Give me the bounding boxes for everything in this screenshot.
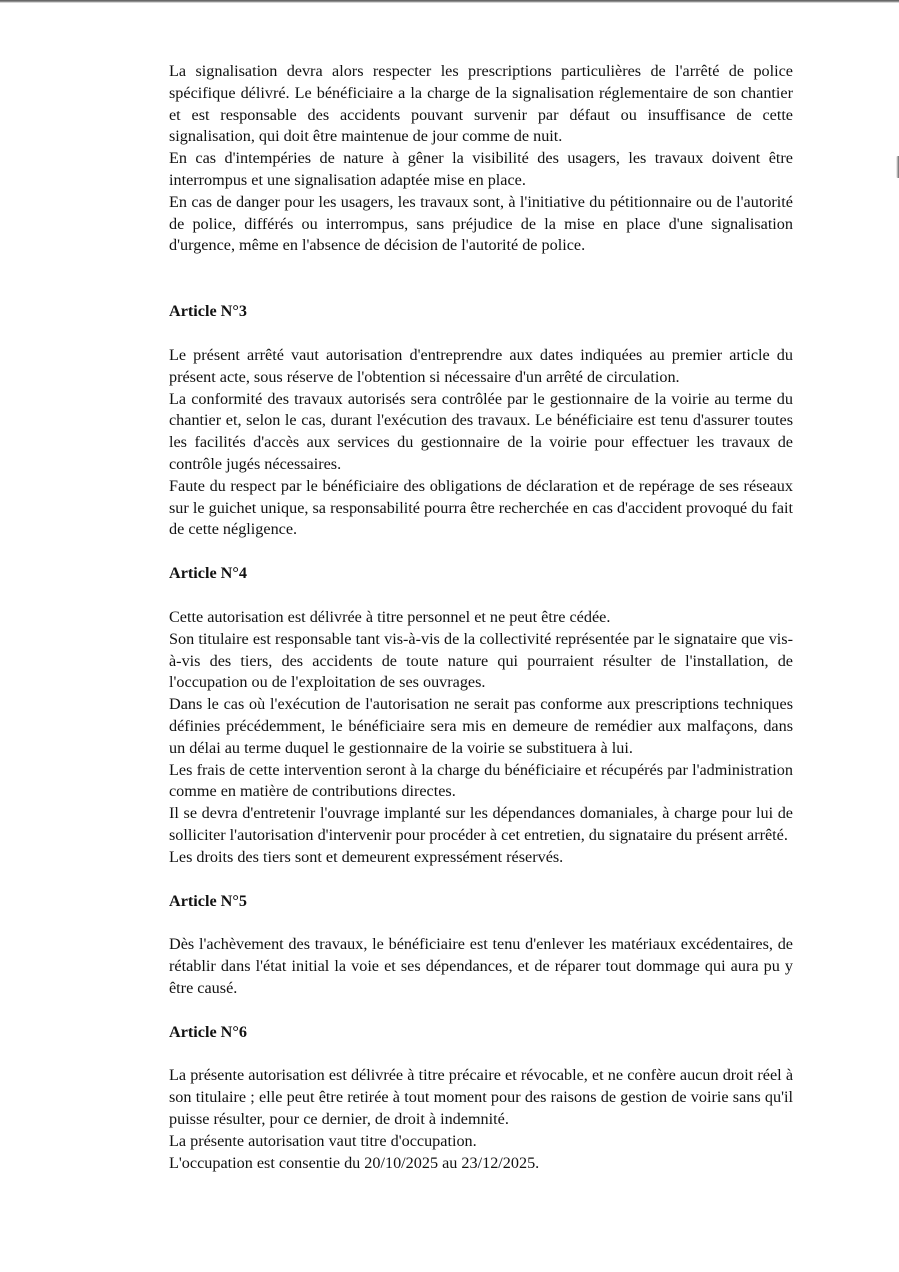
intro-paragraph: En cas de danger pour les usagers, les travaux sont, à l'initiative du pétitionnaire ou de l'autorité de police, différés ou interrompus, sans préjudice de la mise en place d'une signalisation d'urgence, même en l'absence de décision de l'autorité de police.	[169, 192, 793, 255]
article-3	[169, 301, 793, 541]
article-paragraph: La conformité des travaux autorisés sera contrôlée par le gestionnaire de la voirie au terme du chantier et, selon le cas, durant l'exécution des travaux. Le bénéficiaire est tenu d'assurer toutes les facilités d'accès aux services du gestionnaire de la voirie pour effectuer les travaux de contrôle jugés nécessaires.	[169, 389, 793, 473]
article-5	[169, 891, 793, 1000]
article-paragraph: La présente autorisation vaut titre d'occupation.	[169, 1131, 477, 1150]
article-paragraph: Il se devra d'entretenir l'ouvrage implanté sur les dépendances domaniales, à charge pour lui de solliciter l'autorisation d'intervenir pour procéder à cet entretien, du signataire du présent arrêté.	[169, 804, 793, 844]
article-heading: Article N°3	[169, 302, 247, 321]
article-6	[169, 1022, 793, 1175]
intro-paragraph: La signalisation devra alors respecter les prescriptions particulières de l'arrêté de police spécifique délivré. Le bénéficiaire a la charge de la signalisation réglementaire de son chantier et est responsable des accidents pouvant survenir par défaut ou insuffisance de cette signalisation, qui doit être maintenue de jour comme de nuit.	[169, 62, 793, 146]
article-heading: Article N°4	[169, 564, 247, 583]
intro-section	[169, 61, 793, 257]
article-heading: Article N°6	[169, 1022, 247, 1041]
article-paragraph: Le présent arrêté vaut autorisation d'entreprendre aux dates indiquées au premier article du présent acte, sous réserve de l'obtention si nécessaire d'un arrêté de circulation.	[169, 345, 793, 386]
article-paragraph: Les frais de cette intervention seront à la charge du bénéficiaire et récupérés par l'administration comme en matière de contributions directes.	[169, 760, 793, 801]
scan-top-edge	[0, 0, 899, 3]
article-paragraph: Dès l'achèvement des travaux, le bénéficiaire est tenu d'enlever les matériaux excédentaires, de rétablir dans l'état initial la voie et ses dépendances, et de réparer tout dommage qui aura pu y être causé.	[169, 935, 793, 997]
article-paragraph: Son titulaire est responsable tant vis-à-vis de la collectivité représentée par le signataire que vis-à-vis des tiers, des accidents de toute nature qui pourraient résulter de l'installation, de l'occupation ou de l'exploitation de ses ouvrages.	[169, 629, 793, 692]
article-paragraph: Dans le cas où l'exécution de l'autorisation ne serait pas conforme aux prescriptions techniques définies précédemment, le bénéficiaire sera mis en demeure de remédier aux malfaçons, dans un délai au terme duquel le gestionnaire de la voirie se substituera à lui.	[169, 695, 793, 757]
article-4	[169, 563, 793, 868]
article-paragraph: La présente autorisation est délivrée à titre précaire et révocable, et ne confère aucun droit réel à son titulaire ; elle peut être retirée à tout moment pour des raisons de gestion de voirie sans qu'il puisse résulter, pour ce dernier, de droit à indemnité.	[169, 1066, 793, 1129]
intro-paragraph: En cas d'intempéries de nature à gêner la visibilité des usagers, les travaux doivent être interrompus et une signalisation adaptée mise en place.	[169, 149, 793, 189]
article-paragraph: Faute du respect par le bénéficiaire des obligations de déclaration et de repérage de ses réseaux sur le guichet unique, sa responsabilité pourra être recherchée en cas d'accident provoqué du fait de cette négligence.	[169, 476, 793, 539]
document-page	[169, 61, 793, 1174]
article-paragraph: Les droits des tiers sont et demeurent expressément réservés.	[169, 847, 564, 866]
article-paragraph: Cette autorisation est délivrée à titre personnel et ne peut être cédée.	[169, 607, 611, 626]
article-heading: Article N°5	[169, 891, 247, 910]
article-paragraph: L'occupation est consentie du 20/10/2025 au 23/12/2025.	[169, 1153, 540, 1172]
